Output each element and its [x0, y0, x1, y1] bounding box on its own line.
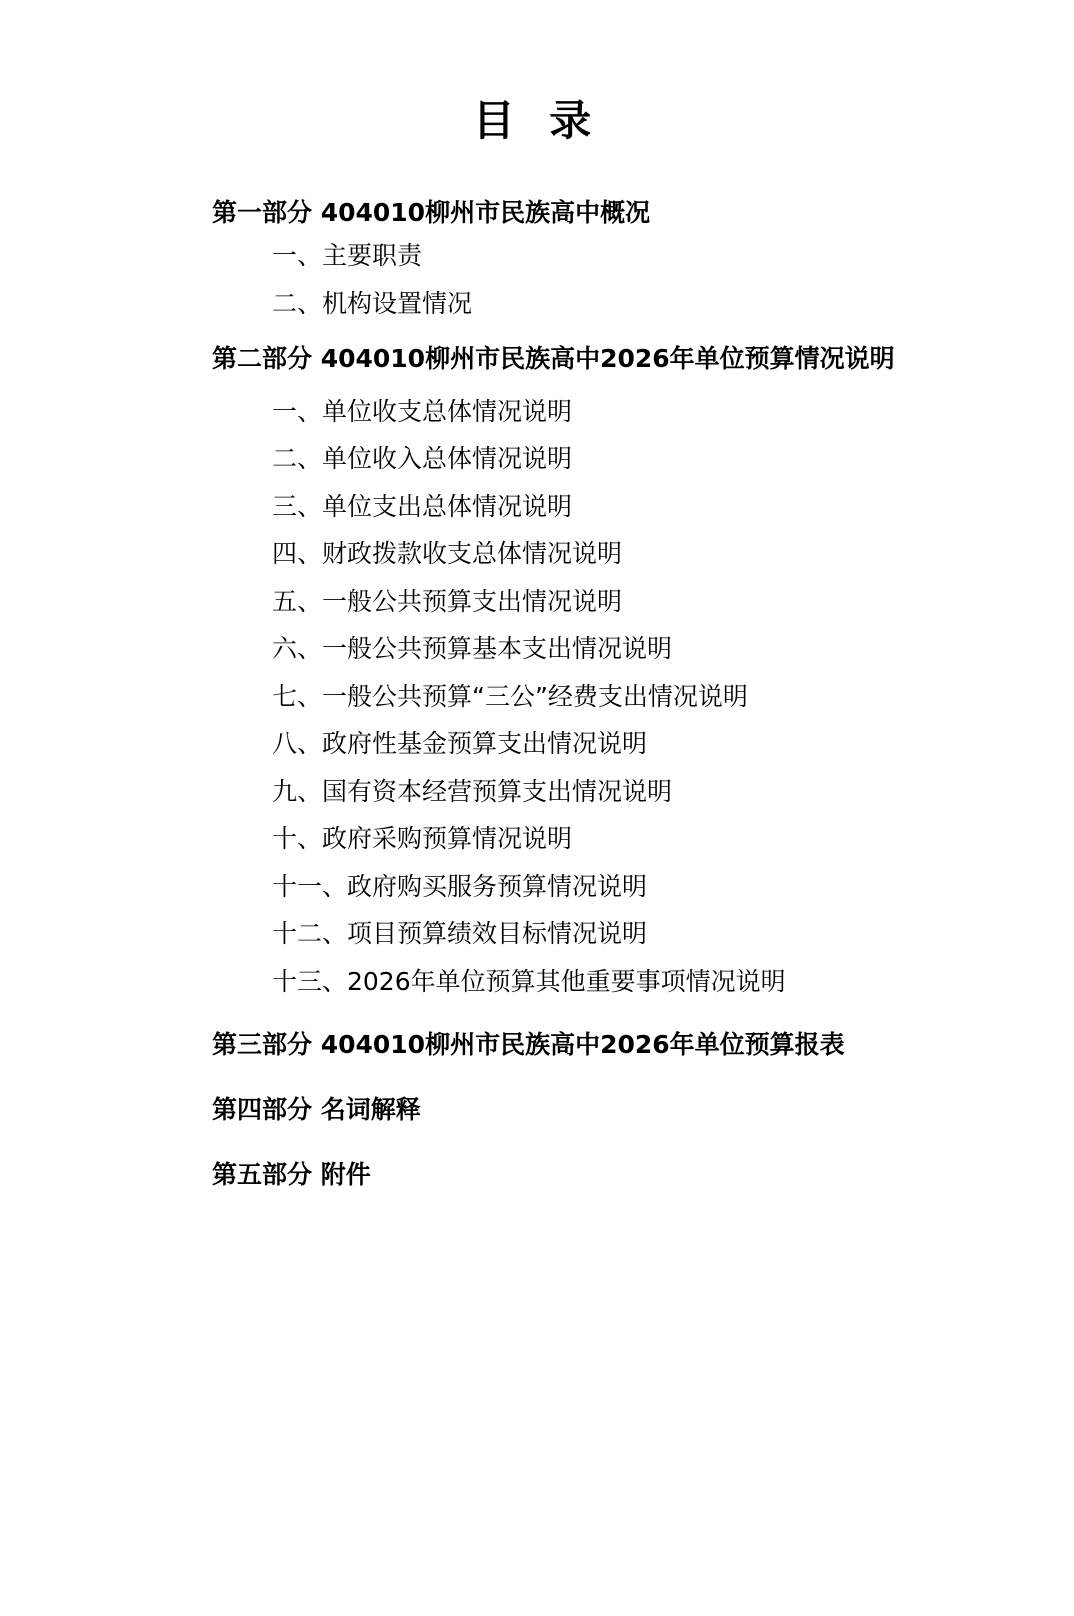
spacer [0, 383, 1074, 393]
toc-item-2-8[interactable]: 八、政府性基金预算支出情况说明 [272, 729, 648, 759]
toc-item-2-11[interactable]: 十一、政府购买服务预算情况说明 [272, 871, 648, 901]
toc-part-heading-2[interactable]: 第二部分 404010柳州市民族高中2026年单位预算情况说明 [212, 344, 895, 374]
toc-part-heading-1[interactable]: 第一部分 404010柳州市民族高中概况 [212, 198, 651, 228]
document-page [0, 96, 1074, 1616]
page-title: 目 录 [472, 96, 602, 145]
toc-item-1-2[interactable]: 二、机构设置情况 [272, 288, 473, 318]
toc-item-2-4[interactable]: 四、财政拨款收支总体情况说明 [272, 539, 623, 569]
toc-part-heading-4[interactable]: 第四部分 名词解释 [212, 1095, 421, 1125]
toc-item-2-9[interactable]: 九、国有资本经营预算支出情况说明 [272, 776, 673, 806]
toc-item-2-7[interactable]: 七、一般公共预算“三公”经费支出情况说明 [272, 681, 748, 711]
toc-item-2-6[interactable]: 六、一般公共预算基本支出情况说明 [272, 634, 673, 664]
toc-item-2-13[interactable]: 十三、2026年单位预算其他重要事项情况说明 [272, 966, 786, 996]
toc-item-2-1[interactable]: 一、单位收支总体情况说明 [272, 396, 573, 426]
toc-item-2-10[interactable]: 十、政府采购预算情况说明 [272, 824, 573, 854]
toc-item-2-12[interactable]: 十二、项目预算绩效目标情况说明 [272, 919, 648, 949]
toc-item-2-3[interactable]: 三、单位支出总体情况说明 [272, 491, 573, 521]
toc-part-heading-3[interactable]: 第三部分 404010柳州市民族高中2026年单位预算报表 [212, 1030, 845, 1060]
toc-item-2-2[interactable]: 二、单位收入总体情况说明 [272, 444, 573, 474]
toc-item-2-5[interactable]: 五、一般公共预算支出情况说明 [272, 586, 623, 616]
toc-part-heading-5[interactable]: 第五部分 附件 [212, 1159, 371, 1189]
table-of-contents [0, 194, 1074, 1194]
toc-item-1-1[interactable]: 一、主要职责 [272, 241, 423, 271]
